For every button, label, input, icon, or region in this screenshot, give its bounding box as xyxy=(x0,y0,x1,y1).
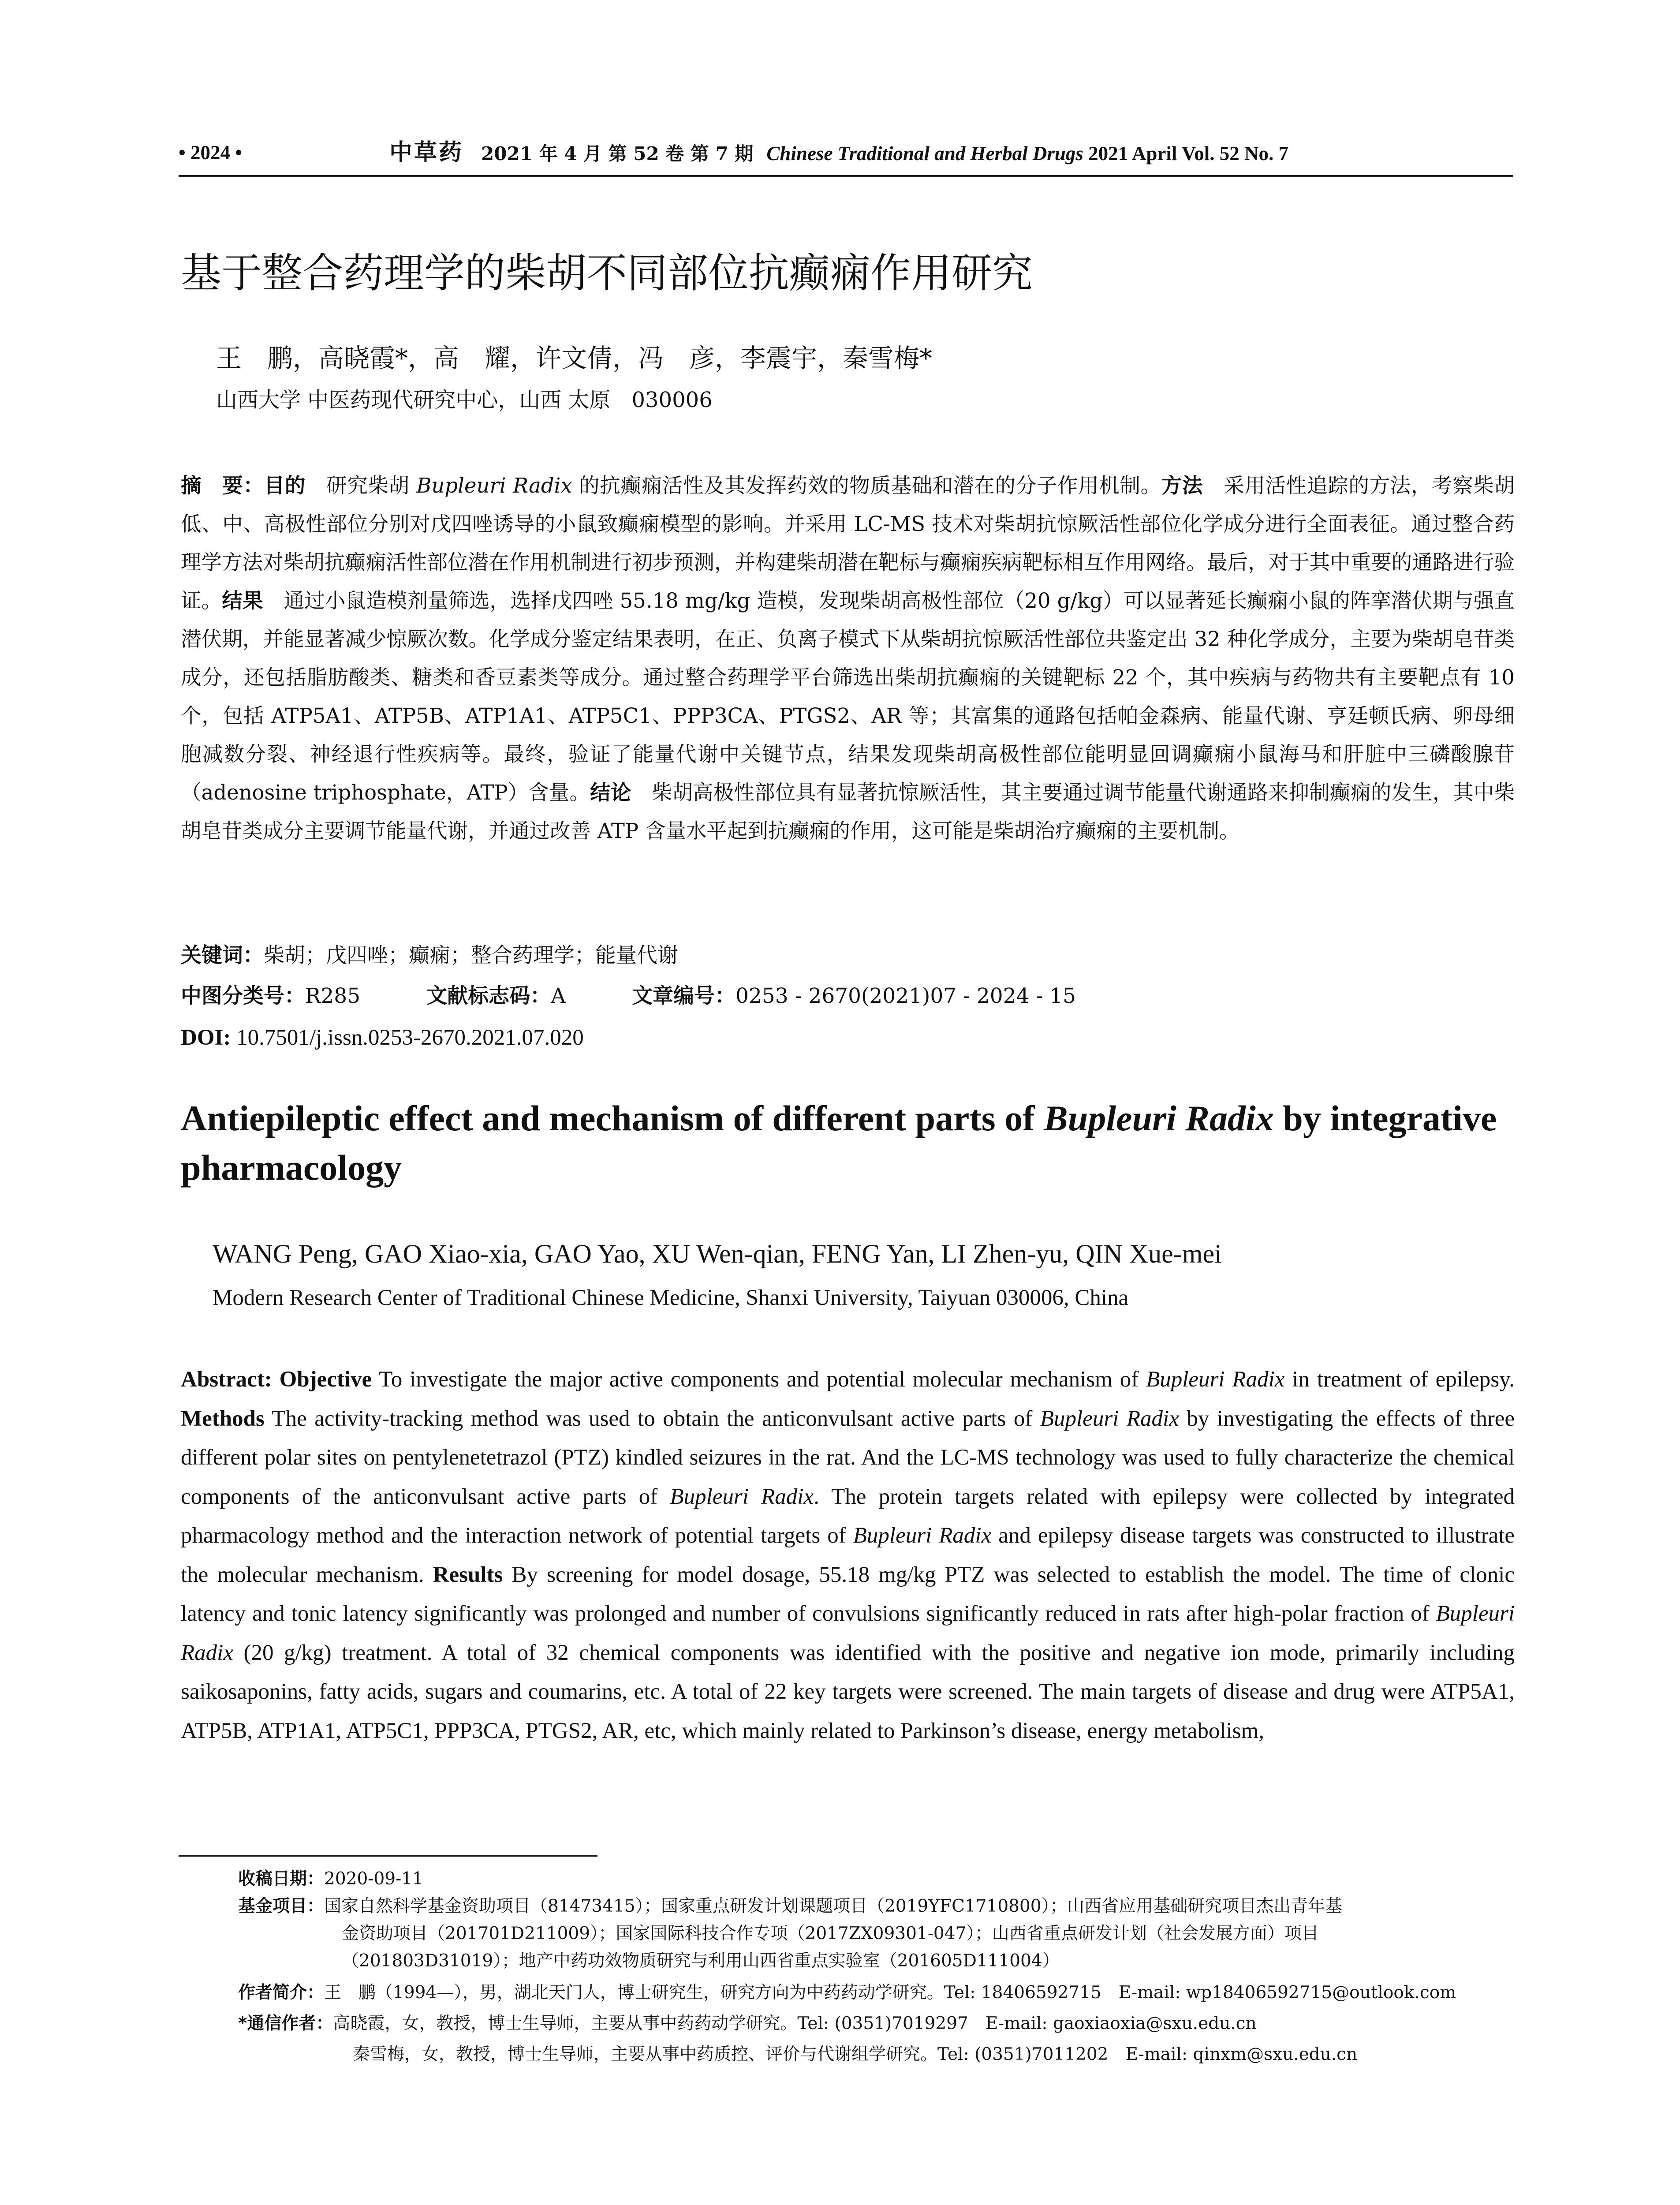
methods-text-en-4: and epilepsy disease targets was constructed to illustrate the molecular mechanism. xyxy=(181,1523,1515,1587)
methods-text-en: The activity-tracking method was used to obtain the anticonvulsant active parts of xyxy=(264,1406,1040,1431)
issue-info-en: 2021 April Vol. 52 No. 7 xyxy=(1088,142,1288,164)
latin-name: Bupleuri Radix xyxy=(181,1601,1515,1665)
author-bio-label: 作者简介： xyxy=(238,1983,325,2003)
article-number-value: 0253 - 2670(2021)07 - 2024 - 15 xyxy=(735,984,1076,1008)
results-text-en-2: (20 g/kg) treatment. A total of 32 chemical components was identified with the positive and negative ion mode, primarily including saikosaponins, fatty acids, sugars and coumarins, etc. A total of 22 key targets were screened. The main targets of disease and drug were ATP5A1, ATP5B, ATP1A1, ATP5C1, PPP3CA, PTGS2, AR, etc, which mainly related to Parkinson’s disease, energy metabolism, xyxy=(181,1640,1515,1743)
journal-name-cn: 中草药 xyxy=(389,139,464,166)
funding-line-1: 国家自然科学基金资助项目（81473415）；国家重点研发计划课题项目（2019YFC1710800）；山西省应用基础研究项目杰出青年基 xyxy=(324,1896,1343,1916)
conclusion-label-cn: 结论 xyxy=(590,781,631,804)
conclusion-text-cn: 柴胡高极性部位具有显著抗惊厥活性，其主要通过调节能量代谢通路来抑制癫痫的发生，其中柴胡皂苷类成分主要调节能量代谢，并通过改善 ATP 含量水平起到抗癫痫的作用，这可能是柴胡治疗癫痫的主要机制。 xyxy=(181,781,1515,843)
doi-line xyxy=(181,1022,1504,1053)
footnote-corresponding xyxy=(238,2010,1517,2037)
funding-line-2: 金资助项目（201701D211009）；国家国际科技合作专项（2017ZX09301-047）；山西省重点研发计划（社会发展方面）项目 xyxy=(342,1924,1319,1943)
clc-label: 中图分类号： xyxy=(181,984,305,1008)
latin-name: Bupleuri Radix xyxy=(1040,1406,1179,1431)
results-label-cn: 结果 xyxy=(222,589,263,613)
classification-line xyxy=(181,981,1504,1012)
affiliation-cn: 山西大学 中医药现代研究中心，山西 太原 030006 xyxy=(216,388,713,412)
authors-en: WANG Peng, GAO Xiao-xia, GAO Yao, XU Wen-qian, FENG Yan, LI Zhen-yu, QIN Xue-mei xyxy=(213,1239,1222,1268)
page-number: • 2024 • xyxy=(179,142,243,164)
title-en-part2: by integrative pharmacology xyxy=(181,1098,1497,1188)
affiliation-en: Modern Research Center of Traditional Chinese Medicine, Shanxi University, Taiyuan 030006, China xyxy=(213,1286,1129,1310)
running-header xyxy=(179,139,1513,177)
results-label-en: Results xyxy=(433,1562,503,1587)
results-text-en: By screening for model dosage, 55.18 mg/kg PTZ was selected to establish the model. The time of clonic latency and tonic latency significantly was prolonged and number of convulsions significantly reduced in rats after high-polar fraction of xyxy=(181,1562,1515,1626)
footnote-author-bio xyxy=(238,1979,1517,2007)
corresponding-line-1: 高晓霞，女，教授，博士生导师，主要从事中药药动学研究。Tel: (0351)7019297 E-mail: gaoxiaoxia@sxu.edu.cn xyxy=(333,2014,1257,2033)
article-title-cn: 基于整合药理学的柴胡不同部位抗癫痫作用研究 xyxy=(181,250,1033,297)
doi-label: DOI: xyxy=(181,1025,231,1050)
abstract-en xyxy=(181,1360,1515,1750)
methods-text-en-3: . The protein targets related with epilepsy were collected by integrated pharmacology method and the interaction network of potential targets of xyxy=(181,1484,1515,1548)
keywords-line xyxy=(181,940,1504,971)
objective-text-en-2: in treatment of epilepsy. xyxy=(1284,1367,1515,1392)
objective-text-cn-2: 的抗癫痫活性及其发挥药效的物质基础和潜在的分子作用机制。 xyxy=(572,474,1161,497)
clc-value: R285 xyxy=(305,984,361,1008)
article-number-label: 文章编号： xyxy=(632,984,736,1008)
title-en-latin-name: Bupleuri Radix xyxy=(1044,1098,1274,1138)
received-label: 收稿日期： xyxy=(238,1869,325,1889)
methods-label-cn: 方法 xyxy=(1161,474,1203,497)
objective-text-cn: 研究柴胡 xyxy=(306,474,417,497)
title-en-part1: Antiepileptic effect and mechanism of different parts of xyxy=(181,1098,1044,1138)
keywords-label: 关键词： xyxy=(181,943,264,968)
abstract-label-cn: 摘 要： xyxy=(181,474,264,497)
funding-label: 基金项目： xyxy=(238,1896,325,1916)
issue-info-cn: 2021 年 4 月 第 52 卷 第 7 期 xyxy=(481,143,754,164)
methods-text-en-2: by investigating the effects of three different polar sites on pentylenetetrazol (PTZ) kindled seizures in the rat. And the LC-MS technology was used to fully characterize the chemical components of the anticonvulsant active parts of xyxy=(181,1406,1515,1509)
abstract-cn xyxy=(181,467,1515,850)
latin-name: Bupleuri Radix xyxy=(1146,1367,1285,1392)
doc-code-label: 文献标志码： xyxy=(426,984,551,1008)
footnote-funding xyxy=(238,1893,1517,1920)
received-value: 2020-09-11 xyxy=(324,1869,423,1889)
latin-name: Bupleuri Radix xyxy=(853,1523,992,1548)
latin-name: Bupleuri Radix xyxy=(670,1484,814,1509)
author-bio-value: 王 鹏（1994—），男，湖北天门人，博士研究生，研究方向为中药药动学研究。Tel: 18406592715 E-mail: wp18406592715@outlook.com xyxy=(324,1983,1456,2003)
methods-text-cn: 采用活性追踪的方法，考察柴胡低、中、高极性部位分别对戊四唑诱导的小鼠致癫痫模型的影响。并采用 LC-MS 技术对柴胡抗惊厥活性部位化学成分进行全面表征。通过整合药理学方法对柴胡抗癫痫活性部位潜在作用机制进行初步预测，并构建柴胡潜在靶标与癫痫疾病靶标相互作用网络。最后，对于其中重要的通路进行验证。 xyxy=(181,474,1515,613)
footnote-received xyxy=(238,1865,1517,1893)
keywords-value: 柴胡；戊四唑；癫痫；整合药理学；能量代谢 xyxy=(264,943,678,968)
objective-label-cn: 目的 xyxy=(264,474,306,497)
funding-line-3: （201803D31019）；地产中药功效物质研究与利用山西省重点实验室（201605D111004） xyxy=(342,1951,1060,1971)
objective-latin-name: Bupleuri Radix xyxy=(416,474,572,497)
doc-code-value: A xyxy=(551,984,566,1008)
methods-label-en: Methods xyxy=(181,1406,265,1431)
journal-name-en: Chinese Traditional and Herbal Drugs xyxy=(766,142,1083,164)
corresponding-line-2: 秦雪梅，女，教授，博士生导师，主要从事中药质控、评价与代谢组学研究。Tel: (0351)7011202 E-mail: qinxm@sxu.edu.cn xyxy=(353,2044,1358,2064)
journal-issue-line xyxy=(389,139,1288,167)
corresponding-label: *通信作者： xyxy=(238,2014,333,2033)
authors-cn: 王 鹏，高晓霞*，高 耀，许文倩，冯 彦，李震宇，秦雪梅* xyxy=(216,343,933,373)
objective-text-en: To investigate the major active components and potential molecular mechanism of xyxy=(372,1367,1146,1392)
footnote-divider xyxy=(179,1855,597,1857)
abstract-objective-label-en: Abstract: Objective xyxy=(181,1367,372,1392)
doi-value[interactable]: 10.7501/j.issn.0253-2670.2021.07.020 xyxy=(231,1025,584,1050)
results-text-cn: 通过小鼠造模剂量筛选，选择戊四唑 55.18 mg/kg 造模，发现柴胡高极性部位（20 g/kg）可以显著延长癫痫小鼠的阵挛潜伏期与强直潜伏期，并能显著减少惊厥次数。化学成分鉴定结果表明，在正、负离子模式下从柴胡抗惊厥活性部位共鉴定出 32 种化学成分，主要为柴胡皂苷类成分，还包括脂肪酸类、糖类和香豆素类等成分。通过整合药理学平台筛选出柴胡抗癫痫的关键靶标 22 个，其中疾病与药物共有主要靶点有 10 个，包括 ATP5A1、ATP5B、ATP1A1、ATP5C1、PPP3CA、PTGS2、AR 等；其富集的通路包括帕金森病、能量代谢、亨廷顿氏病、卵母细胞减数分裂、神经退行性疾病等。最终，验证了能量代谢中关键节点，结果发现柴胡高极性部位能明显回调癫痫小鼠海马和肝脏中三磷酸腺苷（adenosine triphosphate，ATP）含量。 xyxy=(181,589,1515,804)
article-title-en xyxy=(181,1094,1504,1192)
